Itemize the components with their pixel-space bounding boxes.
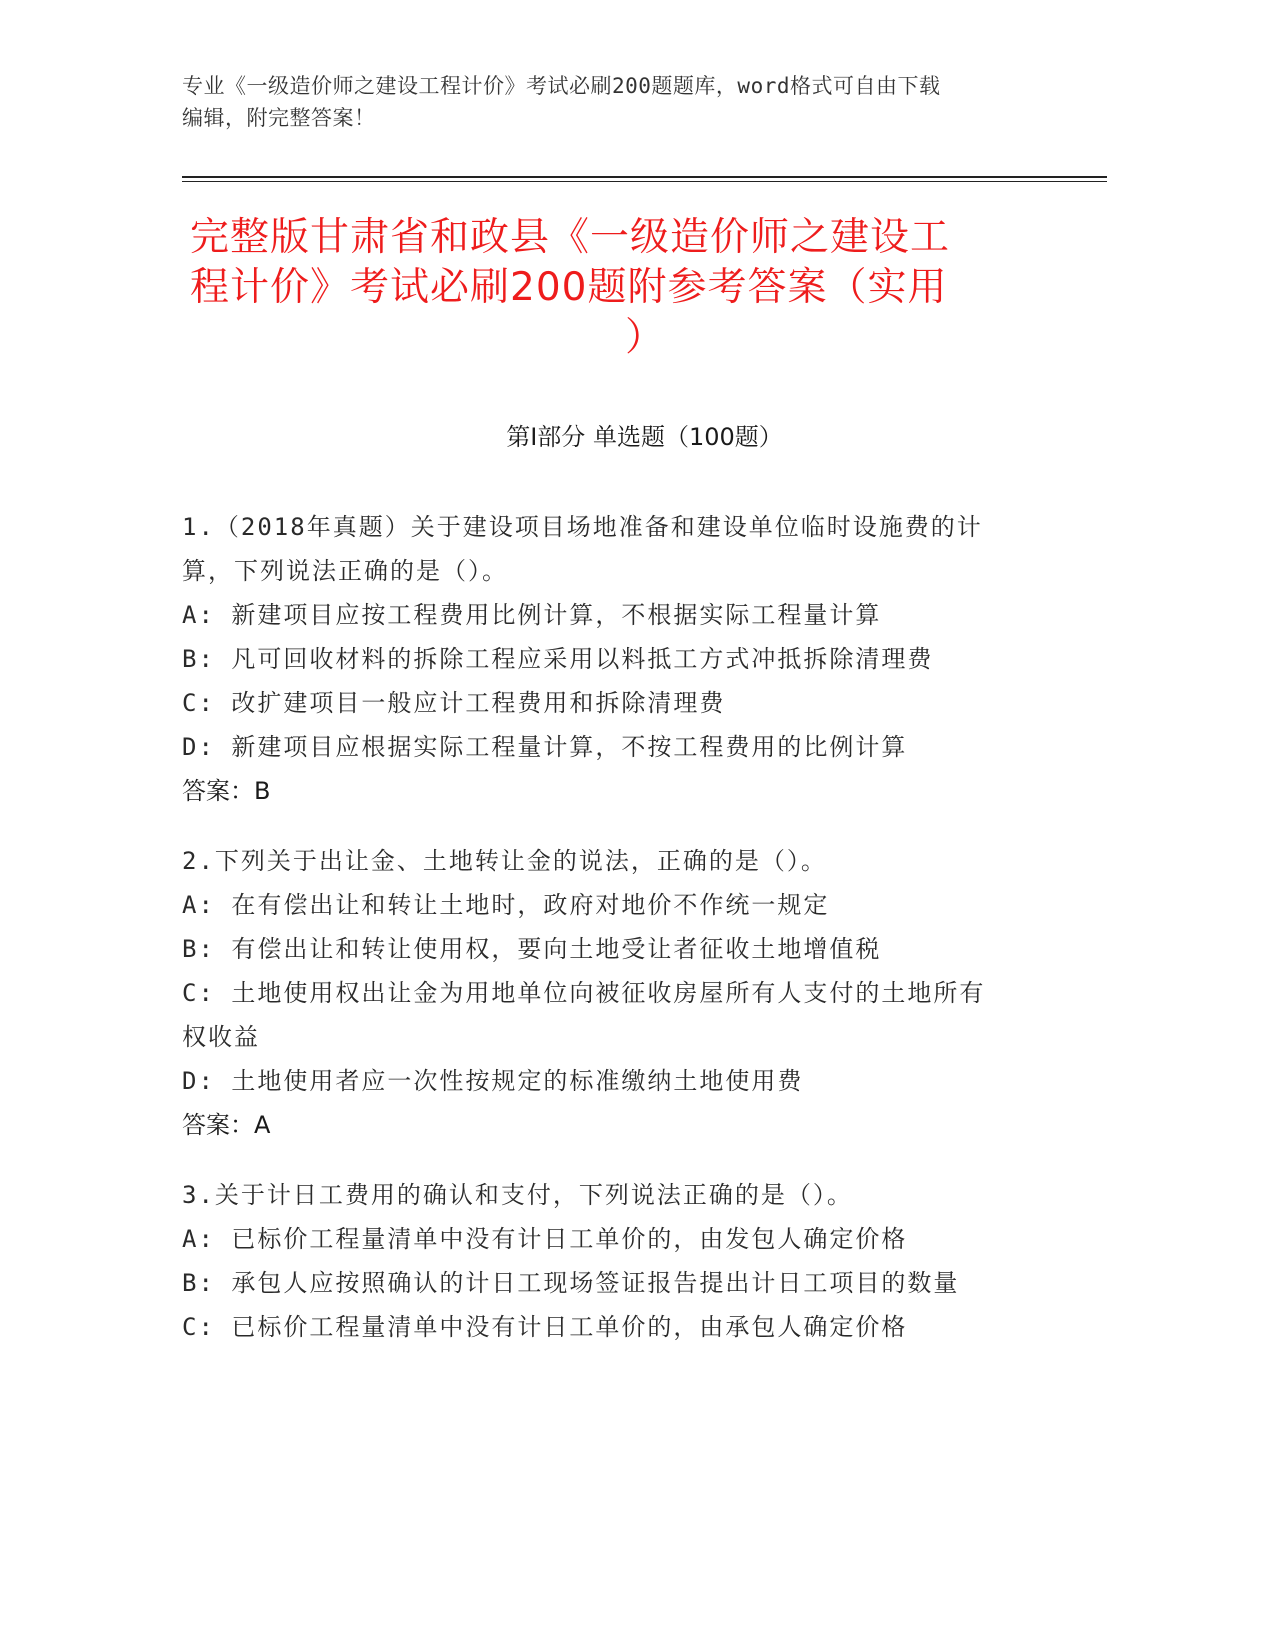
option-a: A: 在有偿出让和转让土地时，政府对地价不作统一规定 <box>182 891 830 919</box>
option-a: A: 新建项目应按工程费用比例计算，不根据实际工程量计算 <box>182 601 882 629</box>
header-note-line: 专业《一级造价师之建设工程计价》考试必刷200题题库，word格式可自由下载 <box>182 74 941 98</box>
question-stem: 3.关于计日工费用的确认和支付，下列说法正确的是（）。 <box>182 1181 853 1209</box>
title-line: 完整版甘肃省和政县《一级造价师之建设工 <box>190 215 951 260</box>
question-stem: 2.下列关于出让金、土地转让金的说法，正确的是（）。 <box>182 847 827 875</box>
option-c: C: 已标价工程量清单中没有计日工单价的，由承包人确定价格 <box>182 1313 908 1341</box>
title-line: 程计价》考试必刷200题附参考答案（实用 <box>190 265 948 310</box>
option-c-continued: 权收益 <box>182 1023 260 1051</box>
option-a: A: 已标价工程量清单中没有计日工单价的，由发包人确定价格 <box>182 1225 908 1253</box>
option-b: B: 凡可回收材料的拆除工程应采用以料抵工方式冲抵拆除清理费 <box>182 645 934 673</box>
header-note <box>182 70 1062 134</box>
title-line: ） <box>624 315 665 360</box>
question-stem: 1.（2018年真题）关于建设项目场地准备和建设单位临时设施费的计 <box>182 513 983 541</box>
question-item <box>182 839 1062 1147</box>
document-title <box>190 213 1100 363</box>
answer: 答案：A <box>182 1111 271 1139</box>
question-item <box>182 505 1062 813</box>
option-b: B: 有偿出让和转让使用权，要向土地受让者征收土地增值税 <box>182 935 882 963</box>
option-b: B: 承包人应按照确认的计日工现场签证报告提出计日工项目的数量 <box>182 1269 960 1297</box>
header-note-line: 编辑，附完整答案！ <box>182 106 376 130</box>
header-rule-thin <box>182 181 1107 182</box>
option-c: C: 改扩建项目一般应计工程费用和拆除清理费 <box>182 689 726 717</box>
question-list <box>182 505 1062 1375</box>
section-heading: 第I部分 单选题（100题） <box>506 423 783 451</box>
option-d: D: 土地使用者应一次性按规定的标准缴纳土地使用费 <box>182 1067 804 1095</box>
question-stem: 算，下列说法正确的是（）。 <box>182 557 508 585</box>
header-rule-thick <box>182 176 1107 178</box>
option-d: D: 新建项目应根据实际工程量计算，不按工程费用的比例计算 <box>182 733 908 761</box>
question-item <box>182 1173 1062 1349</box>
option-c: C: 土地使用权出让金为用地单位向被征收房屋所有人支付的土地所有 <box>182 979 986 1007</box>
answer: 答案：B <box>182 777 271 805</box>
